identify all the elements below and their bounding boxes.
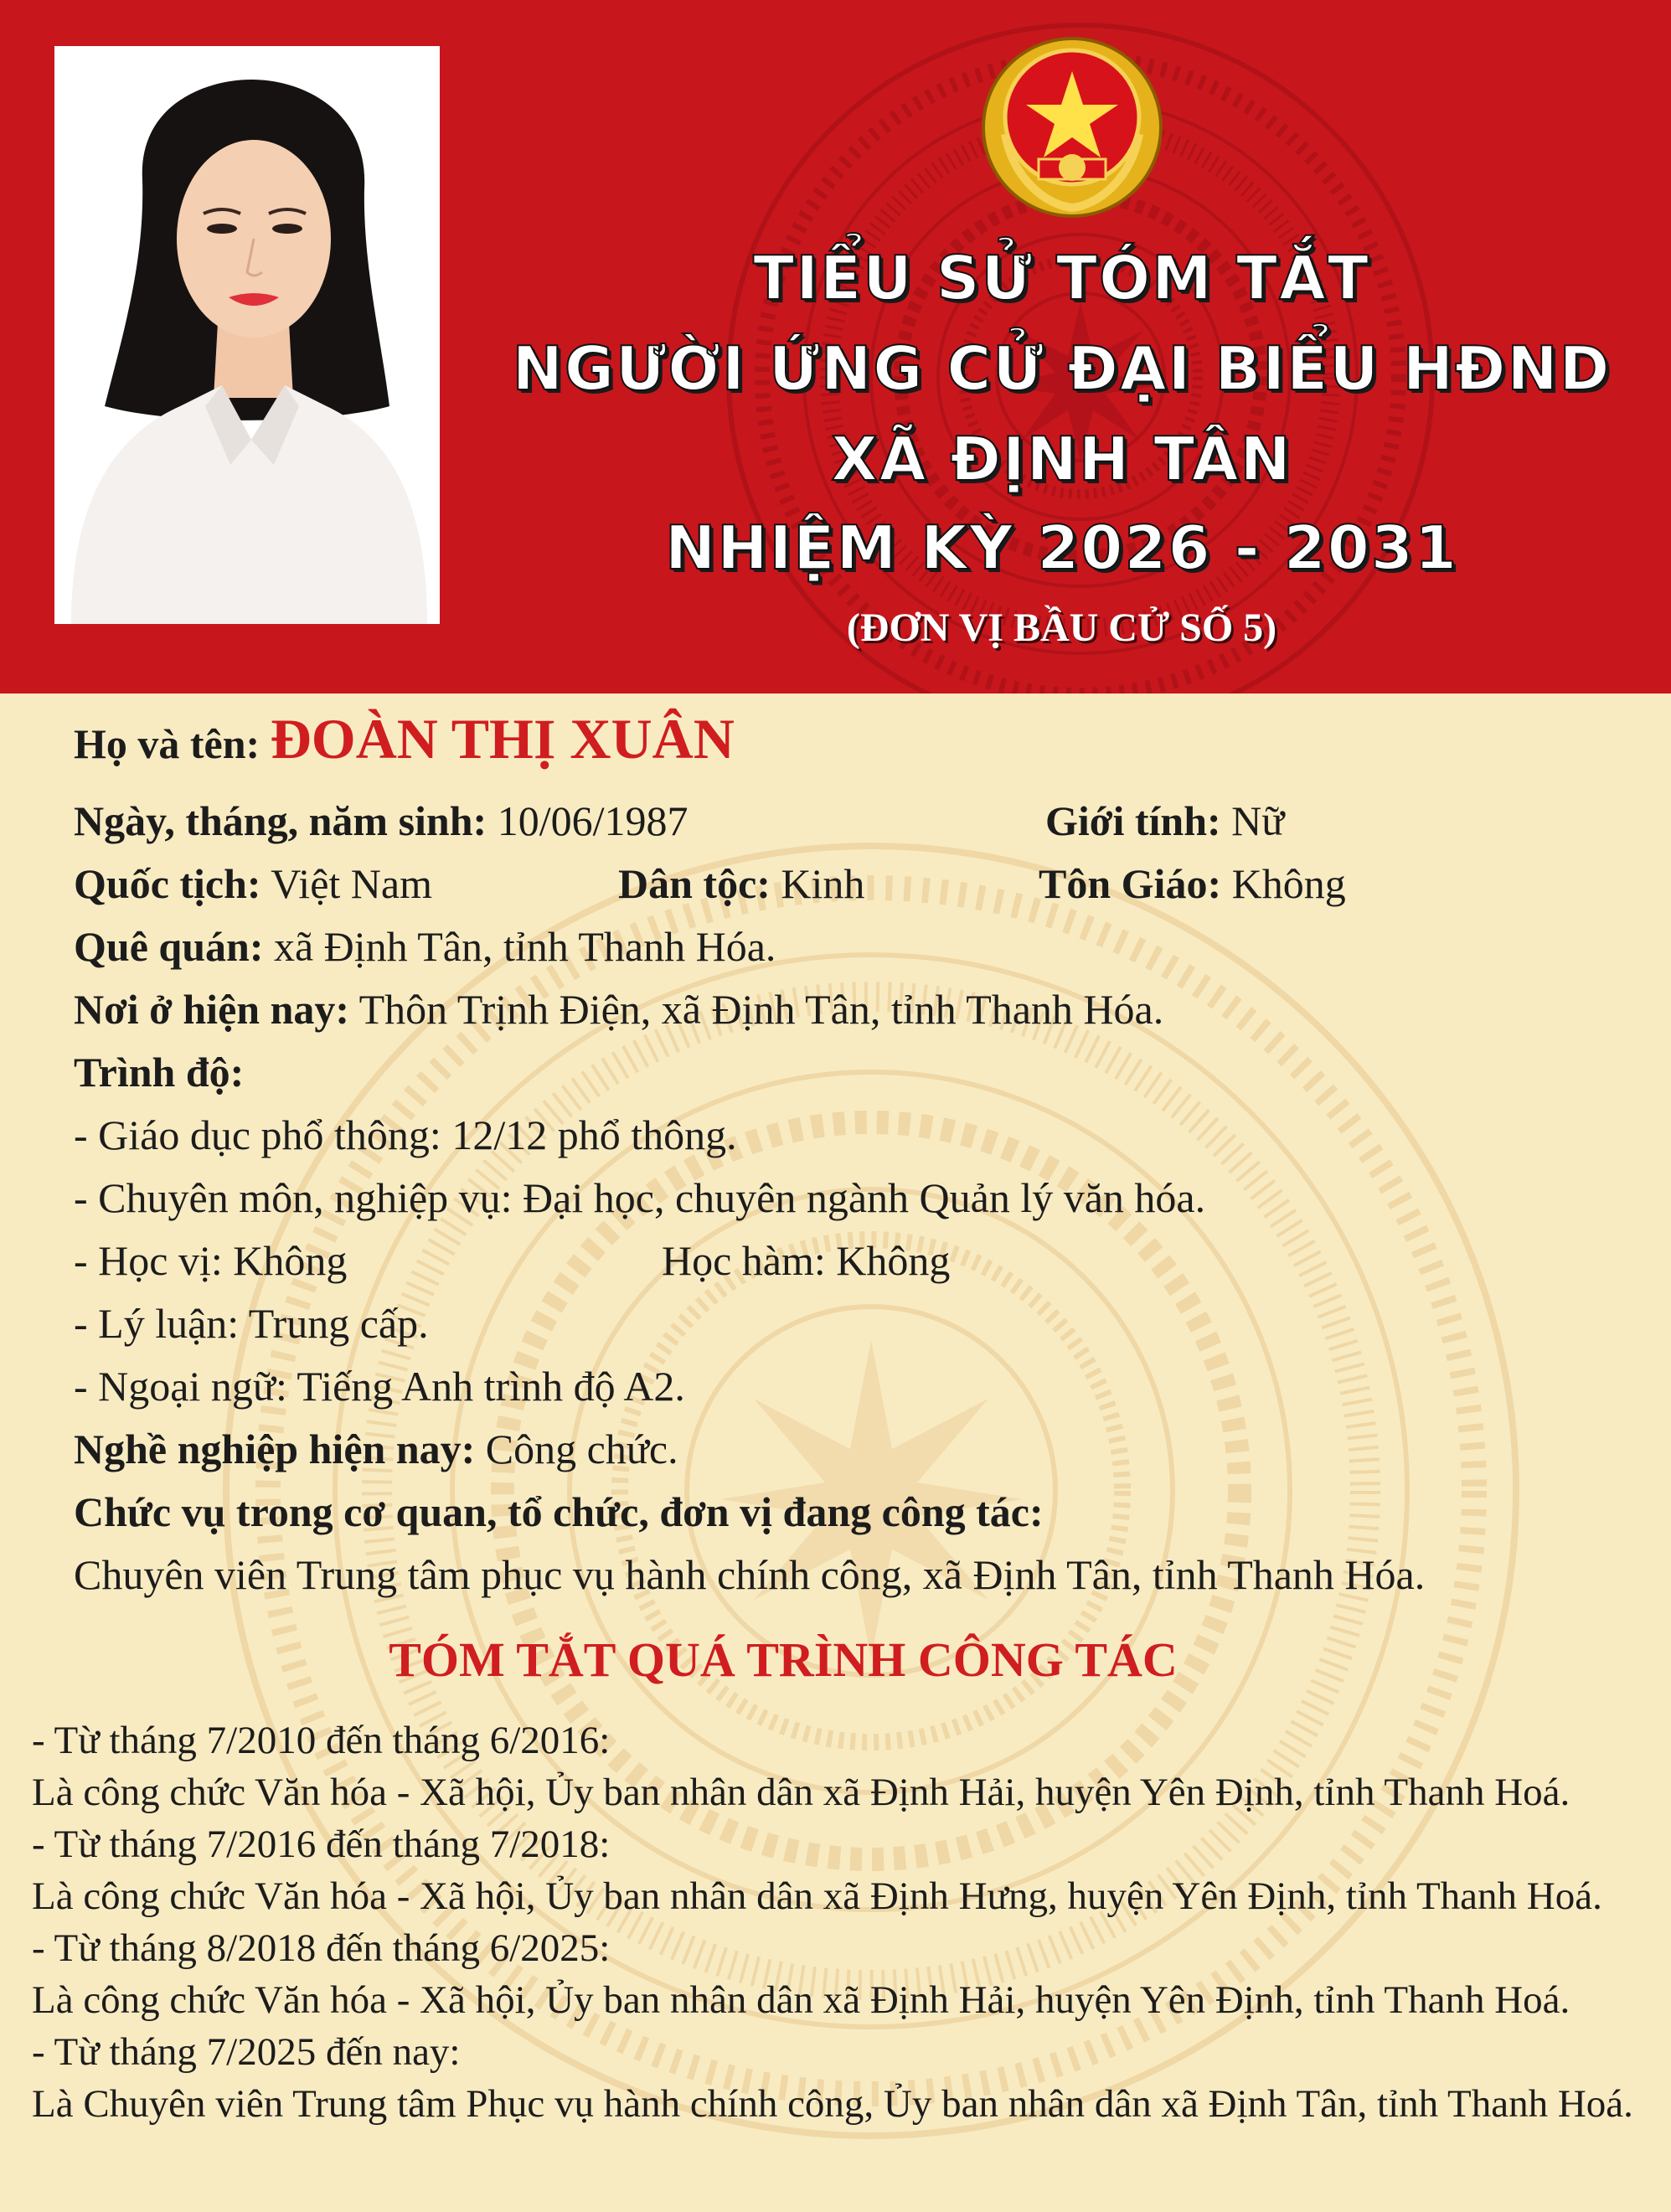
religion-label: Tôn Giáo: [1039,860,1222,907]
nationality-value: Việt Nam [271,860,432,907]
hometown-row [74,921,776,972]
gender-row [1045,796,1284,846]
title-line-4: NHIỆM KỲ 2026 - 2031 [665,513,1458,583]
ethnicity-label: Dân tộc: [618,860,771,907]
title-line-2: NGƯỜI ỨNG CỬ ĐẠI BIỂU HĐND [512,333,1612,404]
degree: - Học vị: Không [74,1237,348,1284]
residence-label: Nơi ở hiện nay: [74,986,350,1033]
nationality-label: Quốc tịch: [74,860,261,907]
portrait-image [54,46,440,624]
name-row [74,707,735,771]
foreign-language: - Ngoại ngữ: Tiếng Anh trình độ A2. [74,1363,685,1410]
work-role: Là Chuyên viên Trung tâm Phục vụ hành chính công, Ủy ban nhân dân xã Định Tân, tỉnh Thanh Hoá. [32,2082,1633,2126]
ethnicity-row [618,859,864,909]
occupation-label: Nghề nghiệp hiện nay: [74,1426,476,1472]
political-theory: - Lý luận: Trung cấp. [74,1300,429,1347]
specialty: - Chuyên môn, nghiệp vụ: Đại học, chuyên ngành Quản lý văn hóa. [74,1174,1206,1221]
religion-row [1039,859,1346,909]
header-banner [0,0,1671,694]
education-label: Trình độ: [74,1049,245,1096]
residence-row [74,984,1163,1034]
religion-value: Không [1231,860,1346,907]
ethnicity-value: Kinh [781,860,865,907]
work-period: - Từ tháng 8/2018 đến tháng 6/2025: [32,1926,611,1970]
dob-label: Ngày, tháng, năm sinh: [74,797,487,844]
work-role: Là công chức Văn hóa - Xã hội, Ủy ban nhân dân xã Định Hưng, huyện Yên Định, tỉnh Thanh Hoá. [32,1874,1602,1918]
work-role: Là công chức Văn hóa - Xã hội, Ủy ban nhân dân xã Định Hải, huyện Yên Định, tỉnh Thanh Hoá. [32,1771,1570,1814]
work-role: Là công chức Văn hóa - Xã hội, Ủy ban nhân dân xã Định Hải, huyện Yên Định, tỉnh Thanh Hoá. [32,1978,1570,2022]
dob-row [74,796,689,846]
title-line-1: TIỂU SỬ TÓM TẮT [753,243,1370,313]
constituency-subtitle: (ĐƠN VỊ BẦU CỬ SỐ 5) [846,606,1277,650]
academic-title: Học hàm: Không [662,1237,951,1284]
national-emblem-icon [980,34,1164,222]
position-value: Chuyên viên Trung tâm phục vụ hành chính công, xã Định Tân, tỉnh Thanh Hóa. [74,1551,1426,1598]
nationality-row [74,859,432,909]
dob-value: 10/06/1987 [497,797,689,844]
work-period: - Từ tháng 7/2016 đến tháng 7/2018: [32,1823,611,1866]
title-line-3: XÃ ĐỊNH TÂN [831,424,1292,494]
work-period: - Từ tháng 7/2010 đến tháng 6/2016: [32,1719,611,1762]
gender-value: Nữ [1231,797,1285,844]
position-label: Chức vụ trong cơ quan, tổ chức, đơn vị đang công tác: [74,1488,1044,1535]
gender-label: Giới tính: [1045,797,1221,844]
hometown-value: xã Định Tân, tỉnh Thanh Hóa. [273,923,776,970]
hometown-label: Quê quán: [74,923,264,970]
name-label: Họ và tên: [74,720,260,767]
occupation-row [74,1424,678,1474]
occupation-value: Công chức. [485,1426,678,1472]
candidate-photo [54,46,440,624]
candidate-name: ĐOÀN THỊ XUÂN [270,707,735,771]
general-education: - Giáo dục phổ thông: 12/12 phổ thông. [74,1111,737,1158]
residence-value: Thôn Trịnh Điện, xã Định Tân, tỉnh Thanh Hóa. [358,986,1164,1033]
work-period: - Từ tháng 7/2025 đến nay: [32,2030,461,2074]
work-history-title: TÓM TẮT QUÁ TRÌNH CÔNG TÁC [389,1632,1178,1687]
